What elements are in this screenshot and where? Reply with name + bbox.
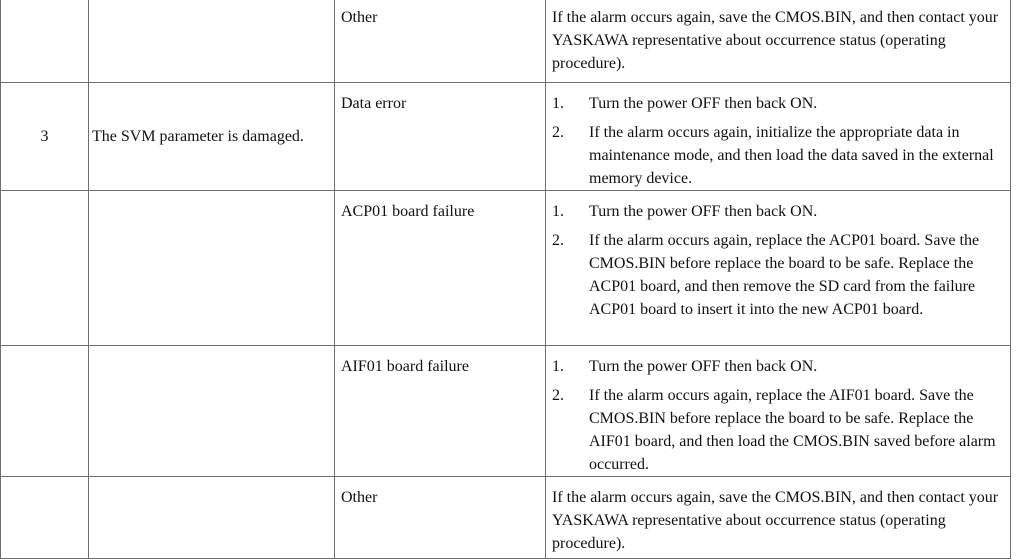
table-row xyxy=(1,83,1011,191)
remedy-text: If the alarm occurs again, save the CMOS.BIN, and then contact your YASKAWA representative about occurrence status (operating procedure). xyxy=(552,489,999,552)
step-text: Turn the power OFF then back ON. xyxy=(589,358,818,375)
table-row xyxy=(1,0,1011,83)
list-item xyxy=(552,92,1002,115)
condition-cell: Other xyxy=(335,0,546,83)
table-row xyxy=(1,191,1011,346)
remedy-text: If the alarm occurs again, save the CMOS.BIN, and then contact your YASKAWA representative about occurrence status (operating procedure). xyxy=(552,9,999,72)
condition-cell: ACP01 board failure xyxy=(335,191,546,346)
remedy-cell xyxy=(546,83,1011,191)
cause-cell xyxy=(89,477,335,559)
step-number: 2. xyxy=(552,124,564,141)
remedy-cell xyxy=(546,0,1011,83)
remedy-steps xyxy=(552,355,1002,476)
alarm-number-cell xyxy=(1,477,89,559)
alarm-number-cell xyxy=(1,346,89,477)
step-text: If the alarm occurs again, initialize the appropriate data in maintenance mode, and then load the data saved in the external memory device. xyxy=(589,124,994,187)
step-text: If the alarm occurs again, replace the ACP01 board. Save the CMOS.BIN before replace the board to be safe. Replace the ACP01 board, and then remove the SD card from the failure ACP01 board to insert it into the new ACP01 board. xyxy=(589,232,980,318)
alarm-number-cell xyxy=(1,191,89,346)
step-number: 1. xyxy=(552,358,564,375)
list-item xyxy=(552,355,1002,378)
step-number: 1. xyxy=(552,203,564,220)
cause-cell xyxy=(89,346,335,477)
list-item xyxy=(552,121,1002,190)
step-number: 2. xyxy=(552,232,564,249)
condition-cell: Other xyxy=(335,477,546,559)
condition-cell: AIF01 board failure xyxy=(335,346,546,477)
list-item xyxy=(552,229,1002,321)
condition-cell: Data error xyxy=(335,83,546,191)
cause-cell xyxy=(89,0,335,83)
step-text: Turn the power OFF then back ON. xyxy=(589,95,818,112)
step-number: 1. xyxy=(552,95,564,112)
remedy-steps xyxy=(552,92,1002,190)
list-item xyxy=(552,384,1002,476)
step-text: Turn the power OFF then back ON. xyxy=(589,203,818,220)
remedy-steps xyxy=(552,200,1002,321)
remedy-cell xyxy=(546,477,1011,559)
table-row xyxy=(1,477,1011,559)
cause-cell: The SVM parameter is damaged. xyxy=(89,83,335,191)
alarm-number-cell xyxy=(1,0,89,83)
step-text: If the alarm occurs again, replace the AIF01 board. Save the CMOS.BIN before replace the board to be safe. Replace the AIF01 board, and then load the CMOS.BIN saved before alarm occurred. xyxy=(589,387,996,473)
cause-cell xyxy=(89,191,335,346)
list-item xyxy=(552,200,1002,223)
step-number: 2. xyxy=(552,387,564,404)
remedy-cell xyxy=(546,346,1011,477)
remedy-cell xyxy=(546,191,1011,346)
alarm-number-cell: 3 xyxy=(1,83,89,191)
table-row xyxy=(1,346,1011,477)
